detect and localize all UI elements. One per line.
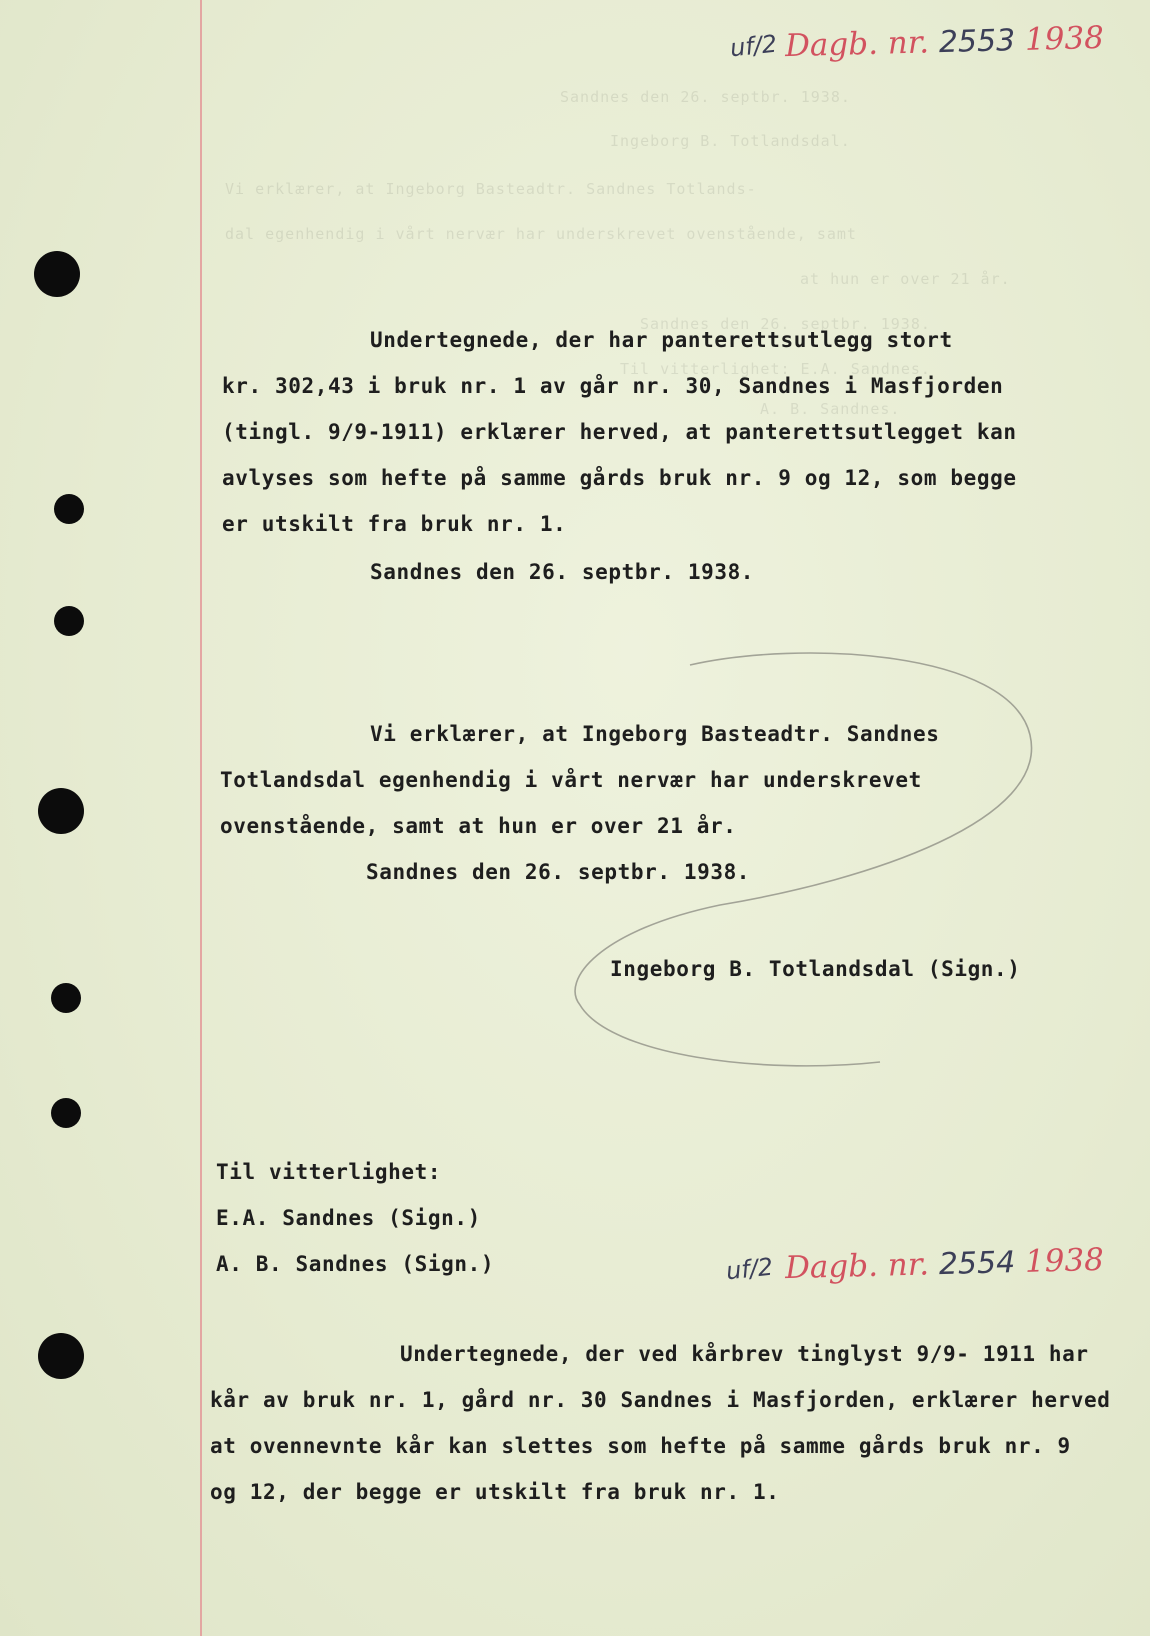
witness-line: ovenstående, samt at hun er over 21 år. [220, 814, 737, 838]
punch-hole [51, 1098, 81, 1128]
bleed-through-line: Ingeborg B. Totlandsdal. [610, 132, 851, 150]
bleed-through-line: A. B. Sandnes. [760, 400, 901, 418]
second-declaration-line: kår av bruk nr. 1, gård nr. 30 Sandnes i Masfjorden, erklærer herved [210, 1388, 1111, 1412]
date-line: Sandnes den 26. septbr. 1938. [366, 860, 751, 884]
journal-stamp [785, 20, 1105, 64]
attest-heading: Til vitterlighet: [216, 1160, 442, 1184]
journal-stamp [785, 1242, 1105, 1286]
second-declaration-line: Undertegnede, der ved kårbrev tinglyst 9/9- 1911 har [400, 1342, 1089, 1366]
bleed-through-line: Sandnes den 26. septbr. 1938. [560, 88, 851, 106]
date-line: Sandnes den 26. septbr. 1938. [370, 560, 755, 584]
bleed-through-line: Sandnes den 26. septbr. 1938. [640, 315, 931, 333]
stamp-label: Dagb. nr. [784, 24, 930, 65]
declaration-line: (tingl. 9/9-1911) erklærer herved, at panterettsutlegget kan [222, 420, 1017, 444]
declaration-line: er utskilt fra bruk nr. 1. [222, 512, 567, 536]
stamp-number: 2553 [938, 23, 1016, 61]
punch-hole [54, 606, 84, 636]
declaration-line: Undertegnede, der har panterettsutlegg stort [370, 328, 953, 352]
stamp-label: Dagb. nr. [784, 1246, 930, 1287]
declaration-line: kr. 302,43 i bruk nr. 1 av går nr. 30, Sandnes i Masfjorden [222, 374, 1004, 398]
second-declaration-line: og 12, der begge er utskilt fra bruk nr. 1. [210, 1480, 780, 1504]
attest-witness: E.A. Sandnes (Sign.) [216, 1206, 481, 1230]
punch-hole [38, 788, 84, 834]
stamp-number: 2554 [938, 1245, 1016, 1283]
witness-line: Vi erklærer, at Ingeborg Basteadtr. Sandnes [370, 722, 940, 746]
clerk-initials: uf/2 [724, 1252, 775, 1286]
clerk-initials: uf/2 [728, 29, 779, 63]
punch-hole [34, 251, 80, 297]
declaration-line: avlyses som hefte på samme gårds bruk nr. 9 og 12, som begge [222, 466, 1017, 490]
stamp-year: 1938 [1024, 1241, 1105, 1280]
bleed-through-line: Vi erklærer, at Ingeborg Basteadtr. Sandnes Totlands- [225, 180, 757, 198]
punch-hole [51, 983, 81, 1013]
witness-line: Totlandsdal egenhendig i vårt nervær har underskrevet [220, 768, 922, 792]
attest-witness: A. B. Sandnes (Sign.) [216, 1252, 495, 1276]
bleed-through-line: Til vitterlighet: E.A. Sandnes. [620, 360, 931, 378]
bleed-through-line: dal egenhendig i vårt nervær har underskrevet ovenstående, samt [225, 225, 857, 243]
stamp-year: 1938 [1024, 19, 1105, 58]
bleed-through-line: at hun er over 21 år. [800, 270, 1011, 288]
signature-line: Ingeborg B. Totlandsdal (Sign.) [610, 957, 1021, 981]
second-declaration-line: at ovennevnte kår kan slettes som hefte på samme gårds bruk nr. 9 [210, 1434, 1071, 1458]
punch-hole [54, 494, 84, 524]
punch-hole [38, 1333, 84, 1379]
margin-rule [200, 0, 202, 1636]
